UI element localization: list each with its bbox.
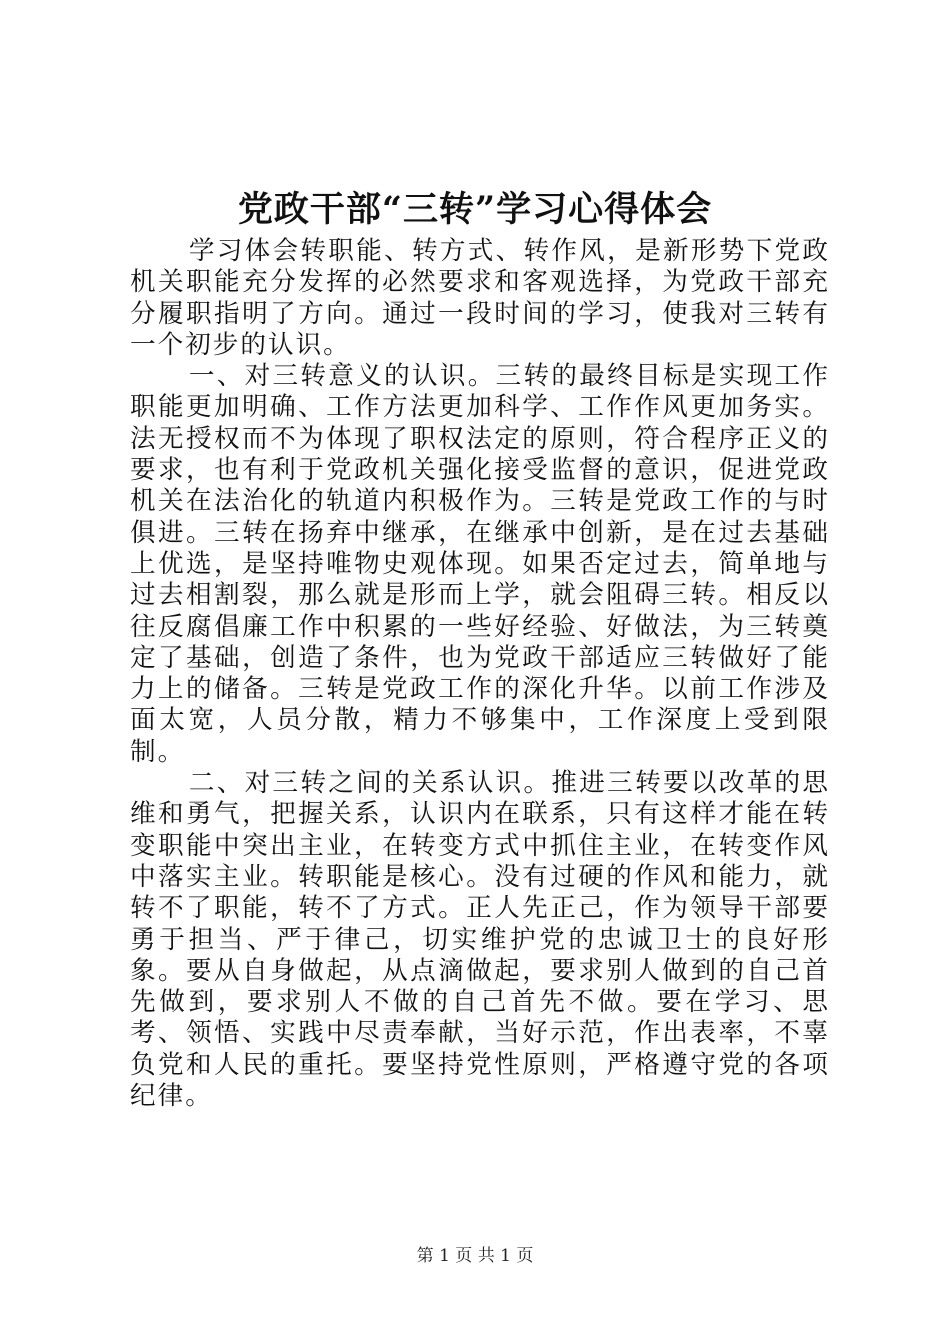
paragraph-section-one: 一、对三转意义的认识。三转的最终目标是实现工作职能更加明确、工作方法更加科学、工作作风更加务实。法无授权而不为体现了职权法定的原则，符合程序正义的要求，也有利于党政机关强化接受监督的意识，促进党政机关在法治化的轨道内积极作为。三转是党政工作的与时俱进。三转在扬弃中继承，在继承中创新，是在过去基础上优选，是坚持唯物史观体现。如果否定过去，简单地与过去相割裂，那么就是形而上学，就会阻碍三转。相反以往反腐倡廉工作中积累的一些好经验、好做法，为三转奠定了基础，创造了条件，也为党政干部适应三转做好了能力上的储备。三转是党政工作的深化升华。以前工作涉及面太宽，人员分散，精力不够集中，工作深度上受到限制。 [130,361,830,767]
paragraph-section-two: 二、对三转之间的关系认识。推进三转要以改革的思维和勇气，把握关系，认识内在联系，只有这样才能在转变职能中突出主业，在转变方式中抓住主业，在转变作风中落实主业。转职能是核心。没有过硬的作风和能力，就转不了职能，转不了方式。正人先正己，作为领导干部要勇于担当、严于律己，切实维护党的忠诚卫士的良好形象。要从自身做起，从点滴做起，要求别人做到的自己首先做到，要求别人不做的自己首先不做。要在学习、思考、领悟、实践中尽责奉献，当好示范，作出表率，不辜负党和人民的重托。要坚持党性原则，严格遵守党的各项纪律。 [130,768,830,1112]
page-number-footer: 第 1 页 共 1 页 [416,1246,534,1266]
document-title: 党政干部“三转”学习心得体会 [237,189,713,230]
document-body [130,236,830,1112]
paragraph-intro: 学习体会转职能、转方式、转作风，是新形势下党政机关职能充分发挥的必然要求和客观选择，为党政干部充分履职指明了方向。通过一段时间的学习，使我对三转有一个初步的认识。 [130,236,830,360]
